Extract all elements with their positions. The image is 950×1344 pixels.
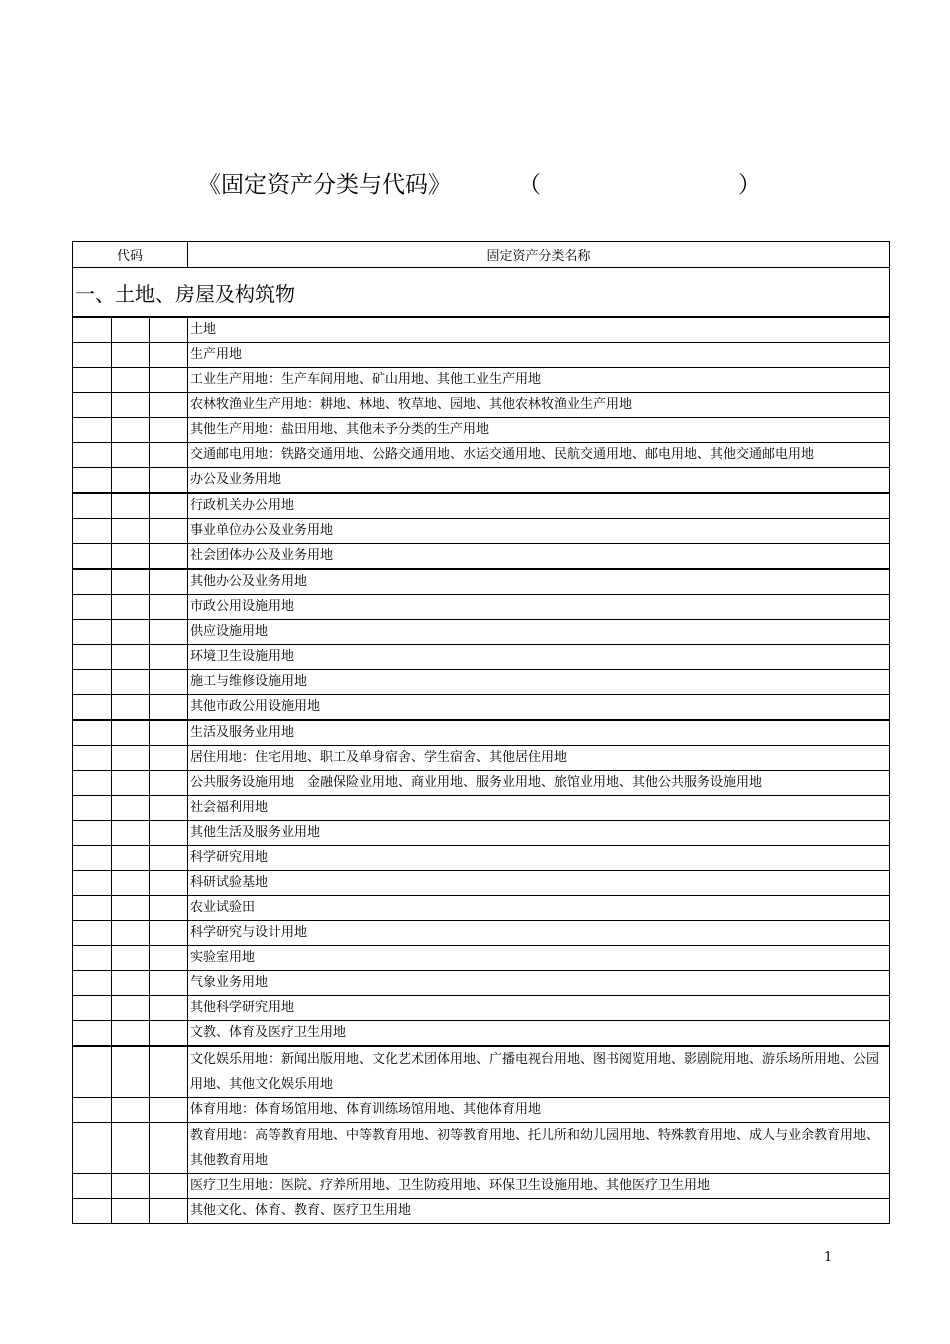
category-name: 科学研究与设计用地 bbox=[188, 921, 890, 946]
code-cell bbox=[150, 493, 188, 519]
code-cell bbox=[73, 1123, 112, 1174]
code-cell bbox=[73, 921, 112, 946]
category-name: 其他市政公用设施用地 bbox=[188, 695, 890, 721]
code-cell bbox=[112, 695, 150, 721]
code-cell bbox=[112, 418, 150, 443]
section-title: 一、土地、房屋及构筑物 bbox=[73, 268, 890, 318]
table-row bbox=[73, 746, 890, 771]
table-row bbox=[73, 519, 890, 544]
code-cell bbox=[73, 896, 112, 921]
code-cell bbox=[73, 1199, 112, 1224]
table-row bbox=[73, 821, 890, 846]
code-cell bbox=[73, 771, 112, 796]
code-cell bbox=[150, 796, 188, 821]
category-name: 交通邮电用地：铁路交通用地、公路交通用地、水运交通用地、民航交通用地、邮电用地、其他交通邮电用地 bbox=[188, 443, 890, 468]
code-cell bbox=[112, 1021, 150, 1047]
table-row bbox=[73, 896, 890, 921]
code-cell bbox=[112, 921, 150, 946]
code-cell bbox=[150, 1046, 188, 1098]
code-cell bbox=[112, 368, 150, 393]
code-cell bbox=[150, 343, 188, 368]
title-paren-close: ） bbox=[738, 172, 761, 198]
code-cell bbox=[73, 846, 112, 871]
table-row bbox=[73, 871, 890, 896]
code-cell bbox=[73, 796, 112, 821]
table-row bbox=[73, 695, 890, 721]
code-cell bbox=[112, 946, 150, 971]
code-cell bbox=[112, 519, 150, 544]
table-row bbox=[73, 493, 890, 519]
category-name: 文化娱乐用地：新闻出版用地、文化艺术团体用地、广播电视台用地、图书阅览用地、影剧院用地、游乐场所用地、公园用地、其他文化娱乐用地 bbox=[188, 1046, 890, 1098]
code-cell bbox=[150, 569, 188, 595]
category-name: 其他文化、体育、教育、医疗卫生用地 bbox=[188, 1199, 890, 1224]
table-row bbox=[73, 1199, 890, 1224]
code-cell bbox=[150, 946, 188, 971]
category-name: 社会团体办公及业务用地 bbox=[188, 544, 890, 570]
category-name: 其他生产用地：盐田用地、其他未予分类的生产用地 bbox=[188, 418, 890, 443]
code-cell bbox=[73, 368, 112, 393]
category-name: 居住用地：住宅用地、职工及单身宿舍、学生宿舍、其他居住用地 bbox=[188, 746, 890, 771]
code-cell bbox=[150, 695, 188, 721]
code-cell bbox=[112, 796, 150, 821]
table-header-row bbox=[73, 242, 890, 268]
category-name: 科学研究用地 bbox=[188, 846, 890, 871]
code-cell bbox=[150, 896, 188, 921]
code-cell bbox=[73, 1174, 112, 1199]
code-cell bbox=[112, 443, 150, 468]
table-row bbox=[73, 343, 890, 368]
code-cell bbox=[150, 519, 188, 544]
code-cell bbox=[150, 317, 188, 343]
code-cell bbox=[150, 746, 188, 771]
category-name: 实验室用地 bbox=[188, 946, 890, 971]
code-cell bbox=[150, 620, 188, 645]
category-name: 其他办公及业务用地 bbox=[188, 569, 890, 595]
code-cell bbox=[112, 746, 150, 771]
code-cell bbox=[73, 317, 112, 343]
code-cell bbox=[112, 1046, 150, 1098]
table-row bbox=[73, 443, 890, 468]
category-name: 土地 bbox=[188, 317, 890, 343]
code-cell bbox=[73, 595, 112, 620]
code-cell bbox=[73, 1021, 112, 1047]
code-cell bbox=[112, 343, 150, 368]
code-cell bbox=[112, 871, 150, 896]
code-cell bbox=[150, 771, 188, 796]
code-cell bbox=[73, 1046, 112, 1098]
code-cell bbox=[150, 595, 188, 620]
code-cell bbox=[150, 971, 188, 996]
code-cell bbox=[73, 418, 112, 443]
code-cell bbox=[73, 569, 112, 595]
category-name: 文教、体育及医疗卫生用地 bbox=[188, 1021, 890, 1047]
table-row bbox=[73, 796, 890, 821]
table-row bbox=[73, 544, 890, 570]
code-cell bbox=[150, 821, 188, 846]
category-name: 农业试验田 bbox=[188, 896, 890, 921]
table-row bbox=[73, 1046, 890, 1098]
category-name: 社会福利用地 bbox=[188, 796, 890, 821]
table-row bbox=[73, 1098, 890, 1123]
section-row bbox=[73, 268, 890, 318]
category-name: 气象业务用地 bbox=[188, 971, 890, 996]
table-row bbox=[73, 1021, 890, 1047]
header-name: 固定资产分类名称 bbox=[188, 242, 890, 268]
code-cell bbox=[73, 468, 112, 494]
code-cell bbox=[73, 946, 112, 971]
code-cell bbox=[73, 1098, 112, 1123]
code-cell bbox=[73, 996, 112, 1021]
code-cell bbox=[112, 468, 150, 494]
code-cell bbox=[150, 468, 188, 494]
table-row bbox=[73, 595, 890, 620]
code-cell bbox=[73, 620, 112, 645]
code-cell bbox=[73, 493, 112, 519]
table-row bbox=[73, 393, 890, 418]
code-cell bbox=[112, 896, 150, 921]
table-row bbox=[73, 418, 890, 443]
table-row bbox=[73, 468, 890, 494]
code-cell bbox=[150, 996, 188, 1021]
code-cell bbox=[73, 343, 112, 368]
code-cell bbox=[112, 971, 150, 996]
title-text: 《固定资产分类与代码》 bbox=[198, 172, 451, 198]
code-cell bbox=[112, 317, 150, 343]
code-cell bbox=[112, 1098, 150, 1123]
category-name: 公共服务设施用地 金融保险业用地、商业用地、服务业用地、旅馆业用地、其他公共服务设施用地 bbox=[188, 771, 890, 796]
table-row bbox=[73, 921, 890, 946]
category-name: 行政机关办公用地 bbox=[188, 493, 890, 519]
code-cell bbox=[150, 368, 188, 393]
category-name: 施工与维修设施用地 bbox=[188, 670, 890, 695]
asset-classification-table bbox=[72, 241, 890, 1224]
code-cell bbox=[73, 443, 112, 468]
code-cell bbox=[73, 746, 112, 771]
code-cell bbox=[150, 1021, 188, 1047]
code-cell bbox=[112, 595, 150, 620]
category-name: 供应设施用地 bbox=[188, 620, 890, 645]
code-cell bbox=[112, 846, 150, 871]
code-cell bbox=[150, 1123, 188, 1174]
code-cell bbox=[73, 544, 112, 570]
code-cell bbox=[150, 720, 188, 746]
code-cell bbox=[73, 821, 112, 846]
code-cell bbox=[112, 1199, 150, 1224]
category-name: 体育用地：体育场馆用地、体育训练场馆用地、其他体育用地 bbox=[188, 1098, 890, 1123]
code-cell bbox=[150, 645, 188, 670]
category-name: 其他科学研究用地 bbox=[188, 996, 890, 1021]
category-name: 其他生活及服务业用地 bbox=[188, 821, 890, 846]
code-cell bbox=[112, 493, 150, 519]
code-cell bbox=[112, 620, 150, 645]
code-cell bbox=[73, 645, 112, 670]
category-name: 事业单位办公及业务用地 bbox=[188, 519, 890, 544]
category-name: 办公及业务用地 bbox=[188, 468, 890, 494]
table-row bbox=[73, 996, 890, 1021]
category-name: 市政公用设施用地 bbox=[188, 595, 890, 620]
code-cell bbox=[112, 569, 150, 595]
table-row bbox=[73, 670, 890, 695]
category-name: 农林牧渔业生产用地：耕地、林地、牧草地、园地、其他农林牧渔业生产用地 bbox=[188, 393, 890, 418]
code-cell bbox=[112, 645, 150, 670]
code-cell bbox=[73, 971, 112, 996]
table-row bbox=[73, 720, 890, 746]
title-paren-open: （ bbox=[518, 172, 541, 198]
table-row bbox=[73, 317, 890, 343]
code-cell bbox=[73, 393, 112, 418]
code-cell bbox=[150, 670, 188, 695]
category-name: 生产用地 bbox=[188, 343, 890, 368]
code-cell bbox=[150, 921, 188, 946]
header-code: 代码 bbox=[73, 242, 188, 268]
code-cell bbox=[150, 393, 188, 418]
code-cell bbox=[112, 771, 150, 796]
code-cell bbox=[73, 519, 112, 544]
code-cell bbox=[73, 720, 112, 746]
table-row bbox=[73, 1123, 890, 1174]
category-name: 生活及服务业用地 bbox=[188, 720, 890, 746]
code-cell bbox=[150, 1098, 188, 1123]
category-name: 医疗卫生用地：医院、疗养所用地、卫生防疫用地、环保卫生设施用地、其他医疗卫生用地 bbox=[188, 1174, 890, 1199]
code-cell bbox=[150, 1174, 188, 1199]
code-cell bbox=[150, 1199, 188, 1224]
table-row bbox=[73, 771, 890, 796]
code-cell bbox=[112, 1123, 150, 1174]
category-name: 教育用地：高等教育用地、中等教育用地、初等教育用地、托儿所和幼儿园用地、特殊教育用地、成人与业余教育用地、其他教育用地 bbox=[188, 1123, 890, 1174]
code-cell bbox=[150, 846, 188, 871]
category-name: 科研试验基地 bbox=[188, 871, 890, 896]
code-cell bbox=[150, 544, 188, 570]
table-row bbox=[73, 569, 890, 595]
table-row bbox=[73, 368, 890, 393]
category-name: 工业生产用地：生产车间用地、矿山用地、其他工业生产用地 bbox=[188, 368, 890, 393]
table-row bbox=[73, 971, 890, 996]
code-cell bbox=[112, 393, 150, 418]
code-cell bbox=[150, 443, 188, 468]
code-cell bbox=[112, 544, 150, 570]
code-cell bbox=[73, 695, 112, 721]
code-cell bbox=[150, 871, 188, 896]
code-cell bbox=[73, 670, 112, 695]
code-cell bbox=[150, 418, 188, 443]
page-number: 1 bbox=[824, 1250, 833, 1265]
code-cell bbox=[73, 871, 112, 896]
code-cell bbox=[112, 1174, 150, 1199]
table-row bbox=[73, 1174, 890, 1199]
table-row bbox=[73, 620, 890, 645]
document-title bbox=[198, 168, 761, 202]
code-cell bbox=[112, 996, 150, 1021]
table-row bbox=[73, 645, 890, 670]
code-cell bbox=[112, 670, 150, 695]
category-name: 环境卫生设施用地 bbox=[188, 645, 890, 670]
code-cell bbox=[112, 720, 150, 746]
code-cell bbox=[112, 821, 150, 846]
table-row bbox=[73, 846, 890, 871]
table-row bbox=[73, 946, 890, 971]
